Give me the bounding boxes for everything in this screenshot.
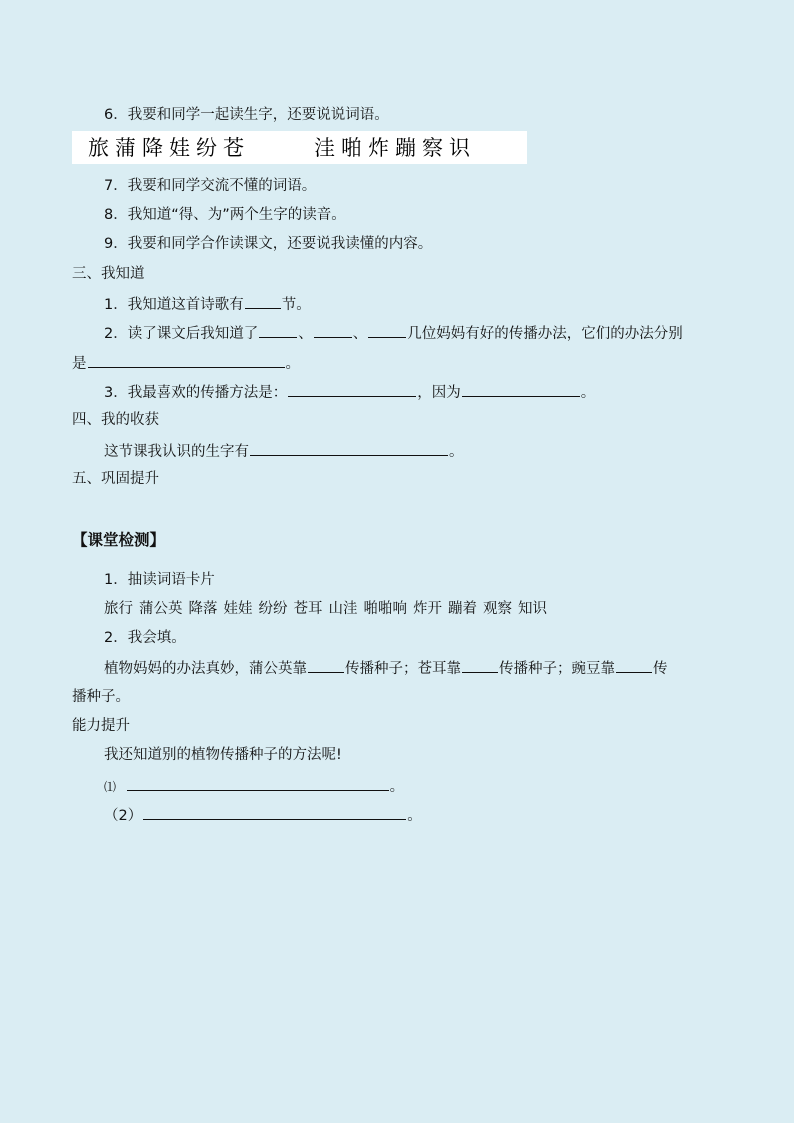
period: 。 (580, 385, 596, 401)
fill-line-continued: 播种子。 (72, 689, 130, 705)
question-1 (104, 293, 311, 315)
answer-blank[interactable] (368, 322, 406, 338)
question-1-suffix: 节。 (281, 297, 311, 313)
answer-blank[interactable] (288, 381, 416, 397)
ability-answer-2 (104, 804, 422, 826)
answer-blank[interactable] (462, 381, 580, 397)
word-card-list (104, 599, 553, 619)
period: 。 (407, 808, 422, 824)
section-five-heading: 五、巩固提升 (72, 471, 159, 487)
section-three-heading: 三、我知道 (72, 266, 145, 282)
item-7: 7．我要和同学交流不懂的词语。 (104, 178, 317, 194)
classroom-check-heading: 【课堂检测】 (72, 531, 166, 549)
word-card: 啪啪响 (363, 601, 407, 617)
answer-blank[interactable] (308, 657, 344, 673)
item-6: 6．我要和同学一起读生字，还要说说词语。 (104, 107, 389, 123)
harvest-line (104, 440, 464, 462)
period: 。 (285, 356, 300, 372)
word-card: 蹦着 (448, 601, 477, 617)
answer-blank[interactable] (245, 293, 281, 309)
answer-label-2: （2） (104, 808, 143, 824)
answer-blank[interactable] (259, 322, 297, 338)
period: 。 (389, 779, 405, 795)
word-card: 娃娃 (223, 601, 253, 617)
answer-blank[interactable] (616, 657, 652, 673)
word-card: 旅行 (104, 601, 133, 617)
separator: 、 (298, 326, 313, 342)
answer-blank[interactable] (250, 440, 448, 456)
fill-middle-1: 传播种子；苍耳靠 (345, 661, 461, 677)
question-2-continued (72, 352, 300, 374)
character-group-2: 洼啪炸蹦察识 (314, 136, 476, 160)
word-card: 降落 (188, 601, 218, 617)
fill-line (104, 657, 668, 679)
answer-blank[interactable] (88, 352, 285, 368)
answer-blank[interactable] (462, 657, 498, 673)
ability-heading: 能力提升 (72, 718, 130, 734)
word-card: 观察 (483, 601, 512, 617)
item-8: 8．我知道“得、为”两个生字的读音。 (104, 207, 346, 223)
fill-prefix: 植物妈妈的办法真妙，蒲公英靠 (104, 661, 307, 677)
ability-answer-1 (104, 775, 404, 797)
question-2-tail: 是 (72, 356, 87, 372)
word-card: 蒲公英 (139, 601, 183, 617)
answer-blank[interactable] (143, 804, 406, 820)
answer-blank[interactable] (314, 322, 352, 338)
section-four-heading: 四、我的收获 (72, 412, 159, 428)
question-3 (104, 381, 595, 403)
word-card: 山洼 (328, 601, 358, 617)
word-card: 炸开 (413, 601, 442, 617)
question-2 (104, 322, 683, 344)
period: 。 (449, 444, 464, 460)
harvest-prefix: 这节课我认识的生字有 (104, 444, 249, 460)
check-item-1: 1．抽读词语卡片 (104, 572, 215, 588)
question-2-prefix: 2．读了课文后我知道了 (104, 326, 259, 342)
fill-end: 传 (653, 661, 668, 677)
question-1-prefix: 1．我知道这首诗歌有 (104, 297, 244, 313)
answer-blank[interactable] (127, 775, 389, 791)
separator: 、 (352, 326, 368, 342)
character-group-1: 旅蒲降娃纷苍 (88, 136, 250, 160)
item-9: 9．我要和同学合作读课文，还要说我读懂的内容。 (104, 236, 433, 252)
word-card: 知识 (518, 601, 547, 617)
ability-prompt: 我还知道别的植物传播种子的方法呢! (104, 747, 342, 763)
answer-label-1: ⑴ (104, 780, 117, 794)
question-3-prefix: 3．我最喜欢的传播方法是： (104, 385, 288, 401)
fill-middle-2: 传播种子；豌豆靠 (499, 661, 615, 677)
word-card: 苍耳 (293, 601, 323, 617)
word-card: 纷纷 (258, 601, 288, 617)
question-3-middle: ，因为 (417, 385, 461, 401)
question-2-middle: 几位妈妈有好的传播办法，它们的办法分别 (407, 326, 683, 342)
character-card-strip (72, 131, 527, 164)
check-item-2: 2．我会填。 (104, 630, 186, 646)
